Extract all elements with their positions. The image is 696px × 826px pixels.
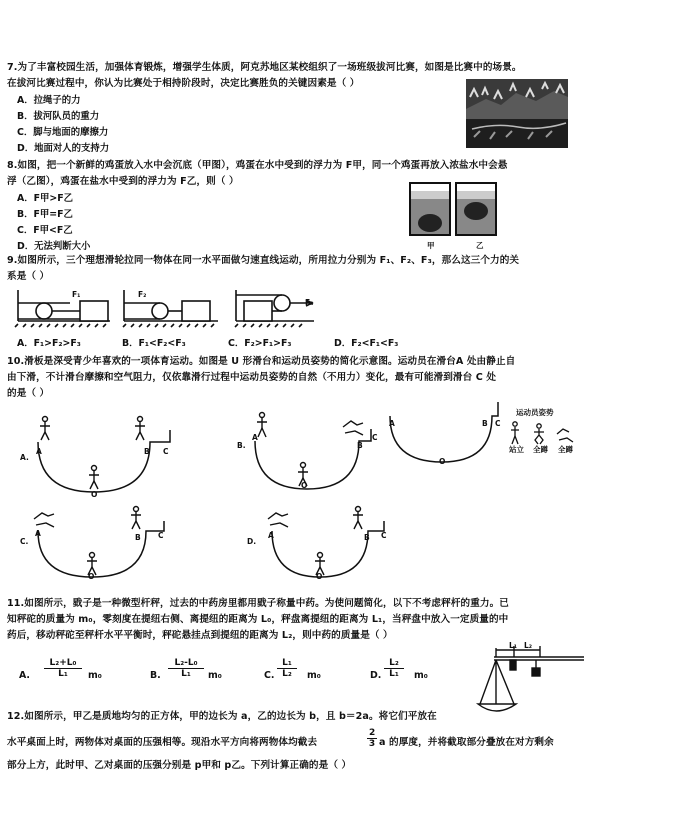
track-b-label-o: O bbox=[301, 481, 308, 490]
posture-1: 站立 bbox=[509, 445, 524, 454]
q9-label-f1: F₁ bbox=[72, 290, 81, 299]
egg-beakers-figure bbox=[408, 181, 498, 243]
q11-option-c-fraction bbox=[277, 658, 297, 679]
track-c-label-o: O bbox=[88, 572, 95, 581]
q9-option-d: D．F₂<F₁<F₃ bbox=[334, 338, 399, 349]
q7-option-b: B．拔河队员的重力 bbox=[17, 111, 100, 122]
q11-d-den: L₁ bbox=[389, 669, 399, 679]
q11-option-b-letter: B. bbox=[150, 670, 161, 681]
track-c-label-a: A bbox=[35, 529, 41, 538]
q11-d-num: L₂ bbox=[384, 658, 404, 669]
q11-c-num: L₁ bbox=[277, 658, 297, 669]
q11-a-num: L₂+L₀ bbox=[44, 658, 82, 669]
q9-option-b: B．F₁<F₂<F₃ bbox=[122, 338, 186, 349]
q8-stem-line2: 浮（乙图），鸡蛋在盐水中受到的浮力为 F乙，则（ ） bbox=[7, 176, 239, 187]
pulley-figures bbox=[14, 288, 324, 326]
ref-label-o: O bbox=[439, 457, 446, 466]
q10-option-b: B. bbox=[237, 441, 246, 450]
track-a-label-a: A bbox=[36, 447, 42, 456]
q9-label-f3: F₃ bbox=[305, 298, 314, 307]
q11-stem-line1: 11.如图所示，戥子是一种微型杆秤，过去的中药房里都用戥子称量中药。为使问题简化，以下不考虑秤杆的重力。已 bbox=[7, 598, 509, 609]
q12-frac-den: 3 bbox=[368, 739, 376, 749]
steelyard-figure bbox=[474, 642, 586, 722]
q8-label-jia: 甲 bbox=[427, 241, 435, 250]
track-c-label-c: C bbox=[158, 531, 164, 540]
track-c-label-b: B bbox=[135, 533, 141, 542]
track-b-label-b: B bbox=[357, 441, 363, 450]
track-d-label-o: O bbox=[316, 572, 323, 581]
posture-title: 运动员姿势 bbox=[516, 408, 554, 417]
steelyard-label-l2: L₂ bbox=[524, 641, 533, 650]
q8-stem-line1: 8.如图，把一个新鲜的鸡蛋放入水中会沉底（甲图），鸡蛋在水中受到的浮力为 F甲，同一个鸡蛋再放入浓盐水中会悬 bbox=[7, 160, 508, 171]
track-a-label-c: C bbox=[163, 447, 169, 456]
q11-a-den: L₁ bbox=[58, 669, 68, 679]
u-track-c bbox=[28, 505, 178, 583]
q8-option-d: D．无法判断大小 bbox=[17, 241, 91, 252]
q9-option-a: A．F₁>F₂>F₃ bbox=[17, 338, 81, 349]
q12-frac-num: 2 bbox=[369, 728, 376, 738]
track-b-label-c: C bbox=[372, 433, 378, 442]
posture-2: 全蹲 bbox=[533, 445, 548, 454]
q8-option-c: C．F甲<F乙 bbox=[17, 225, 73, 236]
q11-option-d-fraction bbox=[384, 658, 404, 679]
q9-label-f2: F₂ bbox=[138, 290, 147, 299]
q10-option-c: C. bbox=[20, 537, 29, 546]
q12-stem-line2b: a 的厚度，并将截取部分叠放在对方剩余 bbox=[379, 737, 554, 748]
q11-b-den: L₁ bbox=[181, 669, 191, 679]
q9-option-c: C．F₂>F₁>F₃ bbox=[228, 338, 292, 349]
q12-stem-line3: 部分上方，此时甲、乙对桌面的压强分别是 p甲和 p乙。下列计算正确的是（ ） bbox=[7, 760, 352, 771]
track-a-label-b: B bbox=[144, 447, 150, 456]
q7-option-c: C．脚与地面的摩擦力 bbox=[17, 127, 109, 138]
track-d-label-a: A bbox=[268, 531, 274, 540]
q8-option-a: A．F甲>F乙 bbox=[17, 193, 74, 204]
u-track-a bbox=[28, 410, 178, 500]
track-a-label-o: O bbox=[91, 490, 98, 499]
q8-label-yi: 乙 bbox=[476, 241, 484, 250]
q11-option-d-mass: m₀ bbox=[414, 670, 428, 681]
q11-option-c-letter: C. bbox=[264, 670, 275, 681]
u-track-b bbox=[245, 405, 385, 495]
tug-of-war-photo bbox=[466, 79, 568, 148]
q10-stem-line3: 的是（ ） bbox=[7, 388, 50, 399]
q7-option-a: A．拉绳子的力 bbox=[17, 95, 81, 106]
q10-option-d: D. bbox=[247, 537, 257, 546]
q7-option-d: D．地面对人的支持力 bbox=[17, 143, 110, 154]
q12-stem-line1: 12.如图所示，甲乙是质地均匀的正方体，甲的边长为 a，乙的边长为 b，且 b＝2a。将它们平放在 bbox=[7, 711, 437, 722]
steelyard-label-l1: L₁ bbox=[509, 641, 518, 650]
q11-option-d-letter: D. bbox=[370, 670, 382, 681]
q11-option-c-mass: m₀ bbox=[307, 670, 321, 681]
ref-label-a: A bbox=[389, 419, 395, 428]
q10-option-a: A. bbox=[20, 453, 29, 462]
track-d-label-c: C bbox=[381, 531, 387, 540]
q10-stem-line2: 由下滑，不计滑台摩擦和空气阻力，仅依靠滑行过程中运动员姿势的自然（不用力）变化，最有可能滑到滑台 C 处 bbox=[7, 372, 497, 383]
track-b-label-a: A bbox=[252, 433, 258, 442]
q11-stem-line2: 知秤砣的质量为 m₀，零刻度在提纽右侧、离提纽的距离为 L₀，秤盘离提纽的距离为 L₁，当秤盘中放入一定质量的中 bbox=[7, 614, 509, 625]
q12-stem-line2a: 水平桌面上时，两物体对桌面的压强相等。现沿水平方向将两物体均截去 bbox=[7, 737, 318, 748]
q12-fraction bbox=[367, 728, 377, 749]
q7-stem-line2: 在拔河比赛过程中，你认为比赛处于相持阶段时，决定比赛胜负的关键因素是（ ） bbox=[7, 78, 360, 89]
q11-option-a-mass: m₀ bbox=[88, 670, 102, 681]
q9-stem-line2: 系是（ ） bbox=[7, 271, 50, 282]
q11-c-den: L₂ bbox=[282, 669, 292, 679]
ref-label-c: C bbox=[495, 419, 501, 428]
q11-stem-line3: 药后，移动秤砣至秤杆水平平衡时，秤砣悬挂点到提纽的距离为 L₂，则中药的质量是（ ） bbox=[7, 630, 393, 641]
q7-stem-line1: 7.为了丰富校园生活，加强体育锻炼，增强学生体质，阿克苏地区某校组织了一场班级拔河比赛，如图是比赛中的场景。 bbox=[7, 62, 522, 73]
posture-3: 全蹲 bbox=[558, 445, 573, 454]
q11-b-num: L₂-L₀ bbox=[168, 658, 204, 669]
q10-stem-line1: 10.滑板是深受青少年喜欢的一项体育运动。如图是 U 形滑台和运动员姿势的简化示意图。运动员在滑台A 处由静止自 bbox=[7, 356, 516, 367]
u-track-d bbox=[262, 505, 402, 583]
q9-stem-line1: 9.如图所示，三个理想滑轮拉同一物体在同一水平面做匀速直线运动，所用拉力分别为 F₁、F₂、F₃，那么这三个力的关 bbox=[7, 255, 520, 266]
q8-option-b: B．F甲=F乙 bbox=[17, 209, 73, 220]
q11-option-b-fraction bbox=[168, 658, 204, 679]
q11-option-a-letter: A. bbox=[19, 670, 30, 681]
track-d-label-b: B bbox=[364, 533, 370, 542]
q11-option-a-fraction bbox=[44, 658, 82, 679]
q11-option-b-mass: m₀ bbox=[208, 670, 222, 681]
ref-label-b: B bbox=[482, 419, 488, 428]
